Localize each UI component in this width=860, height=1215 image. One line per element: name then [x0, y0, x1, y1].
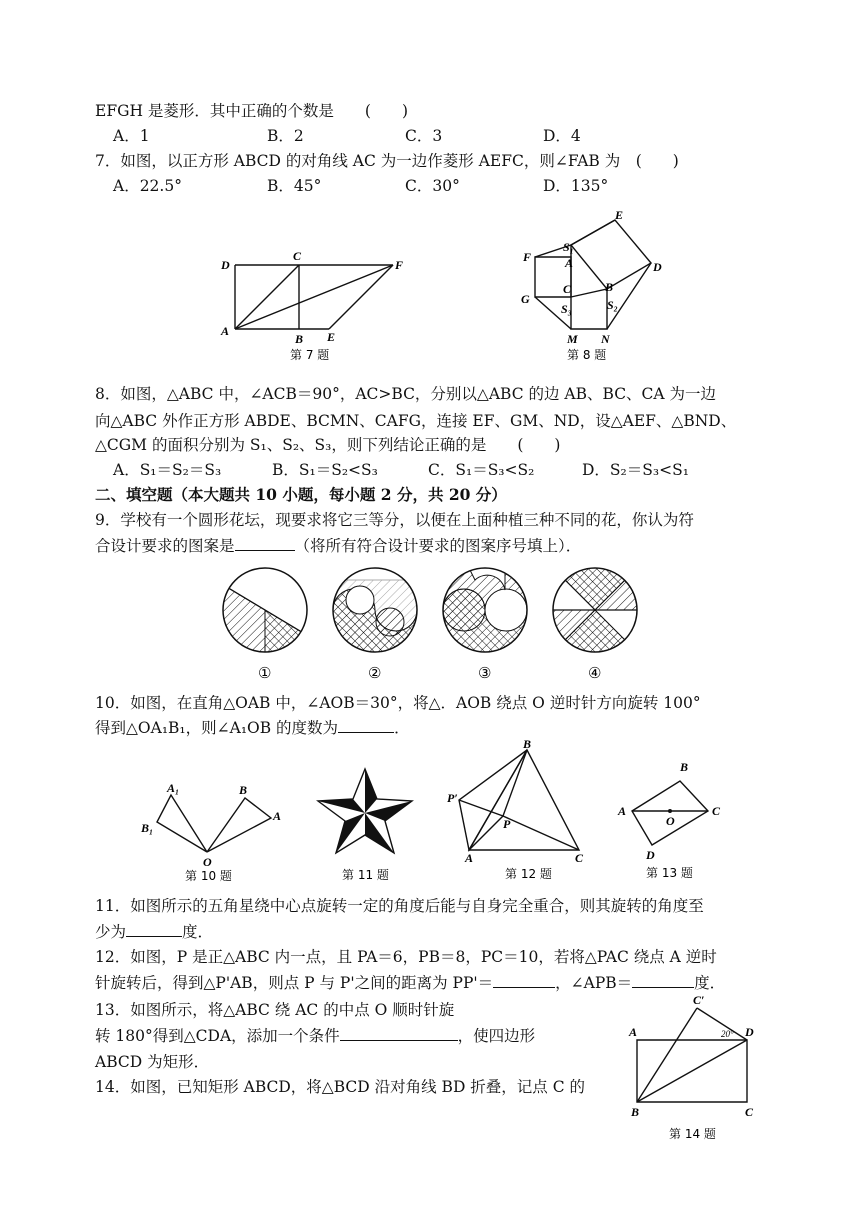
- fig9-circle-2: [333, 580, 417, 660]
- fig7-diagonal-af: [235, 265, 393, 329]
- q13-text-line1: 13．如图所示，将△ABC 绕 AC 的中点 O 顺时针旋: [95, 1001, 455, 1019]
- fig7-label-f: F: [395, 258, 404, 272]
- fig9-label-3: ③: [478, 666, 492, 682]
- figure-7: [215, 245, 415, 365]
- q14-text-line1: 14．如图，已知矩形 ABCD，将△BCD 沿对角线 BD 折叠，记点 C 的: [95, 1078, 586, 1096]
- q7-option-b[interactable]: B．45°: [267, 177, 322, 195]
- q6-option-d[interactable]: D．4: [543, 127, 581, 145]
- q10-answer-blank[interactable]: [338, 718, 394, 733]
- fig8-caption: 第 8 题: [567, 348, 607, 362]
- fig7-label-d: D: [221, 258, 230, 272]
- fig10-label-o: O: [203, 855, 212, 869]
- q10-text-post: ．: [394, 719, 410, 737]
- fig10-triangle-oab: [207, 798, 271, 852]
- fig7-label-a: A: [221, 324, 230, 338]
- q8-text-line1: 8．如图，△ABC 中，∠ACB＝90°，AC>BC，分别以△ABC 的边 AB、BC、CA 为一边: [95, 385, 717, 403]
- fig12-triangle-p1ab: [459, 750, 527, 850]
- fig8-square-bcmn: [571, 289, 607, 329]
- fig8-label-f: F: [523, 250, 532, 264]
- q11-text-line1: 11．如图所示的五角星绕中心点旋转一定的角度后能与自身完全重合，则其旋转的角度至: [95, 897, 704, 915]
- fig8-label-n: N: [601, 332, 610, 346]
- fig8-label-e: E: [615, 208, 624, 222]
- fig9-label-1: ①: [258, 666, 272, 682]
- fig13-label-a: A: [618, 804, 627, 818]
- fig8-label-a: A: [565, 256, 574, 270]
- fig10-triangle-oa1b1: [157, 795, 207, 852]
- q7-text: 7．如图，以正方形 ABCD 的对角线 AC 为一边作菱形 AEFC，则∠FAB 为 ( ): [95, 152, 679, 170]
- section-2-heading: 二、填空题（本大题共 10 小题，每小题 2 分，共 20 分）: [95, 485, 507, 504]
- q8-text-line3: △CGM 的面积分别为 S₁、S₂、S₃，则下列结论正确的是 ( ): [95, 436, 561, 454]
- fig7-label-b: B: [295, 332, 304, 346]
- q12-text-line1: 12．如图，P 是正△ABC 内一点，且 PA＝6，PB＝8，PC＝10，若将△PAC 绕点 A 逆时: [95, 948, 717, 966]
- fig13-label-d: D: [646, 848, 655, 862]
- fig10-label-a1: A₁: [167, 781, 180, 795]
- q8-option-a[interactable]: A．S₁＝S₂＝S₃: [113, 461, 222, 479]
- fig8-label-b: B: [605, 280, 614, 294]
- fig12-label-b: B: [523, 737, 532, 751]
- fig12-segment-pb: [503, 750, 527, 816]
- fig12-triangle-abc: [469, 750, 579, 850]
- fig7-caption: 第 7 题: [290, 348, 330, 362]
- fig13-label-b: B: [680, 760, 689, 774]
- q6-tail: EFGH 是菱形．其中正确的个数是 ( ): [95, 102, 408, 120]
- fig10-label-a: A: [273, 809, 282, 823]
- figure-13: [610, 755, 730, 885]
- fig8-label-s1: S₁: [563, 240, 574, 254]
- fig7-diagonal-ac: [235, 265, 299, 329]
- figure-11: [310, 763, 420, 883]
- q11-answer-blank[interactable]: [126, 922, 182, 937]
- q7-option-d[interactable]: D．135°: [543, 177, 609, 195]
- fig9-circle-4: [545, 560, 645, 660]
- figure-12: [445, 738, 595, 883]
- q8-option-d[interactable]: D．S₂＝S₃<S₁: [582, 461, 689, 479]
- q12-text-mid: ，∠APB＝: [555, 974, 633, 992]
- q13-text-line2: [95, 1026, 535, 1046]
- fig8-label-g: G: [521, 292, 530, 306]
- q9-text-line2: [95, 536, 581, 556]
- fig9-circle-3: [443, 560, 527, 660]
- fig14-label-a: A: [629, 1025, 638, 1039]
- fig8-label-m: M: [567, 332, 578, 346]
- q10-text-line2: [95, 718, 410, 738]
- fig8-label-d: D: [653, 260, 662, 274]
- fig8-square-abde: [571, 220, 651, 289]
- q8-option-b[interactable]: B．S₁＝S₂<S₃: [272, 461, 378, 479]
- figure-14: [625, 990, 760, 1145]
- fig8-segment-nd: [607, 263, 651, 329]
- fig14-label-c: C: [745, 1105, 754, 1119]
- q6-option-b[interactable]: B．2: [267, 127, 304, 145]
- fig9-label-4: ④: [588, 666, 602, 682]
- q9-answer-blank[interactable]: [235, 536, 295, 551]
- q12-text-post: 度．: [694, 974, 726, 992]
- q11-text-post: 度．: [182, 923, 214, 941]
- q12-answer-blank-1[interactable]: [493, 973, 555, 988]
- fig8-label-s2: S₂: [607, 298, 618, 312]
- fig14-angle-label: 20°: [721, 1029, 734, 1039]
- fig12-label-c: C: [575, 851, 584, 865]
- fig11-star: [318, 769, 412, 853]
- q11-text-pre: 少为: [95, 923, 127, 941]
- fig12-label-a: A: [465, 851, 474, 865]
- fig12-segment-pc: [503, 816, 579, 850]
- q9-text-post: （将所有符合设计要求的图案序号填上）．: [294, 537, 582, 555]
- fig7-label-e: E: [327, 330, 336, 344]
- fig13-caption: 第 13 题: [646, 866, 693, 880]
- q9-text-pre: 合设计要求的图案是: [95, 537, 235, 555]
- q7-option-a[interactable]: A．22.5°: [113, 177, 182, 195]
- figure-8: [515, 205, 675, 365]
- fig14-label-c1: C′: [693, 993, 705, 1007]
- fig11-caption: 第 11 题: [342, 868, 389, 882]
- q10-text-line1: 10．如图，在直角△OAB 中，∠AOB＝30°，将△．AOB 绕点 O 逆时针方向旋转 100°: [95, 694, 701, 712]
- fig10-label-b: B: [239, 783, 248, 797]
- fig8-segment-ae: [571, 220, 615, 245]
- fig14-caption: 第 14 题: [669, 1127, 716, 1141]
- q6-option-a[interactable]: A．1: [113, 127, 150, 145]
- fig10-caption: 第 10 题: [185, 869, 232, 883]
- q10-text-pre: 得到△OA₁B₁，则∠A₁OB 的度数为: [95, 719, 339, 737]
- fig12-caption: 第 12 题: [505, 867, 552, 881]
- fig13-label-o: O: [666, 814, 675, 828]
- fig12-label-p: P: [503, 817, 511, 831]
- fig14-label-b: B: [631, 1105, 640, 1119]
- q13-text-post: ，使四边形: [457, 1027, 536, 1045]
- figure-9: [215, 560, 645, 685]
- fig8-label-s3: S₃: [561, 302, 572, 316]
- q13-text-line3: ABCD 为矩形．: [95, 1053, 210, 1071]
- figure-10: [135, 770, 295, 885]
- q13-answer-blank[interactable]: [340, 1026, 458, 1041]
- fig14-label-d: D: [745, 1025, 754, 1039]
- q12-answer-blank-2[interactable]: [632, 973, 694, 988]
- q9-text-line1: 9．学校有一个圆形花坛，现要求将它三等分，以便在上面种植三种不同的花，你认为符: [95, 511, 694, 529]
- fig9-label-2: ②: [368, 666, 382, 682]
- fig14-segment-bc1: [637, 1008, 697, 1102]
- q6-option-c[interactable]: C．3: [405, 127, 443, 145]
- fig8-label-c: C: [563, 282, 572, 296]
- fig13-point-o: [668, 809, 672, 813]
- fig7-label-c: C: [293, 249, 302, 263]
- q8-text-line2: 向△ABC 外作正方形 ABDE、BCMN、CAFG，连接 EF、GM、ND，设△AEF、△BND、: [95, 412, 737, 430]
- fig7-segment-ef: [329, 265, 393, 329]
- fig9-circle-1: [215, 580, 315, 660]
- fig12-label-p1: P′: [447, 791, 458, 805]
- q12-text-pre: 针旋转后，得到△P'AB，则点 P 与 P'之间的距离为 PP'＝: [95, 974, 494, 992]
- q8-option-c[interactable]: C．S₁＝S₃<S₂: [428, 461, 535, 479]
- fig13-label-c: C: [712, 804, 721, 818]
- fig14-diagonal-bd: [637, 1040, 747, 1102]
- q13-text-pre: 转 180°得到△CDA，添加一个条件: [95, 1027, 340, 1045]
- q7-option-c[interactable]: C．30°: [405, 177, 460, 195]
- fig10-label-b1: B₁: [141, 821, 154, 835]
- q11-text-line2: [95, 922, 213, 942]
